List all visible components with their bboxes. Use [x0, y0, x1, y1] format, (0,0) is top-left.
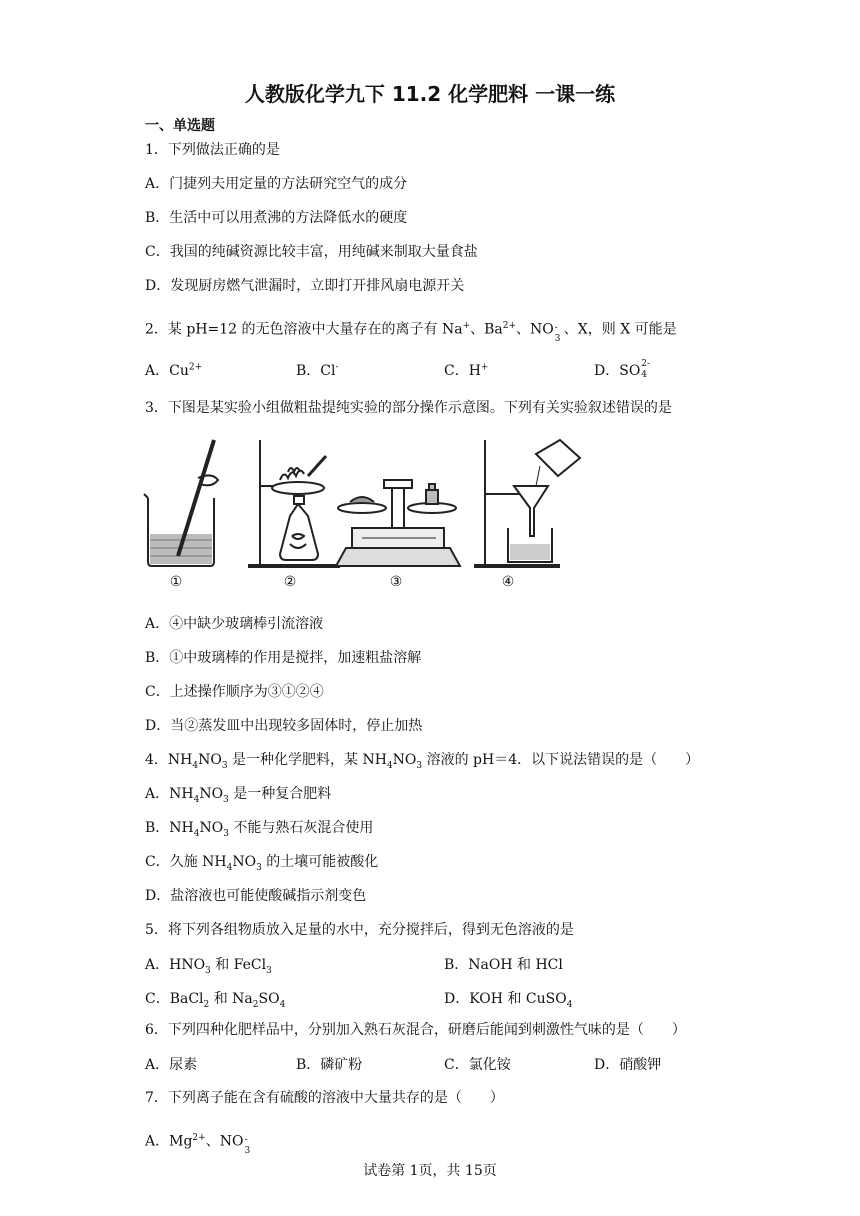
q6-option-b: B．磷矿粉: [296, 1057, 363, 1073]
q6-stem: 6．下列四种化肥样品中，分别加入熟石灰混合，研磨后能闻到刺激性气味的是（ ）: [145, 1022, 686, 1038]
q2-option-c: C．H+: [444, 362, 489, 379]
q6-option-d: D．硝酸钾: [594, 1057, 662, 1073]
q2-option-a: A．$Cu^{2+}$: [145, 362, 203, 379]
q1-option-c: C．我国的纯碱资源比较丰富，用纯碱来制取大量食盐: [145, 244, 478, 260]
fig-label-2: ②: [283, 574, 297, 590]
q5-option-c: C．BaCl$_2$ 和 $Na_2SO_4$: [145, 991, 286, 1010]
fig-label-4: ④: [501, 574, 515, 590]
fig-label-3: ③: [389, 574, 403, 590]
balance-scale-icon: [336, 480, 460, 566]
q3-option-c: C．上述操作顺序为③①②④: [145, 684, 324, 700]
q6-option-a: A．尿素: [145, 1057, 198, 1073]
page-footer: 试卷第 1页，共 15页: [363, 1163, 497, 1179]
q4-option-c: C．久施 $NH_4NO_3$ 的土壤可能被酸化: [145, 854, 379, 873]
q5-option-d: D．KOH 和 CuSO$_4$: [444, 991, 573, 1010]
q7-option-a: A．$Mg^{2+}$、NO - 3: [145, 1133, 251, 1156]
q3-stem: 3．下图是某实验小组做粗盐提纯实验的部分操作示意图。下列有关实验叙述错误的是: [145, 400, 672, 416]
q5-option-a: A．$HNO_3$ 和 FeCl$_3$: [145, 957, 272, 976]
beaker-stirring-icon: [144, 440, 218, 566]
q3-option-d: D．当②蒸发皿中出现较多固体时，停止加热: [145, 718, 423, 734]
q1-option-a: A．门捷列夫用定量的方法研究空气的成分: [145, 176, 408, 192]
q4-option-d: D．盐溶液也可能使酸碱指示剂变色: [145, 888, 367, 904]
filtration-setup-icon: [474, 440, 580, 566]
q6-option-c: C．氯化铵: [444, 1057, 511, 1073]
crude-salt-experiment-figure: [140, 436, 590, 596]
q3-option-a: A．④中缺少玻璃棒引流溶液: [145, 616, 324, 632]
q7-stem: 7．下列离子能在含有硫酸的溶液中大量共存的是（ ）: [145, 1090, 504, 1106]
page-title: 人教版化学九下 11.2 化学肥料 一课一练: [244, 82, 616, 106]
q5-option-b: B．NaOH 和 HCl: [444, 957, 563, 973]
q2-option-d: D．SO 2- 4: [594, 359, 651, 380]
q2-option-b: B．Cl-: [296, 362, 339, 379]
q1-stem: 1．下列做法正确的是: [145, 142, 280, 158]
q4-stem: 4．$NH_4NO_3$ 是一种化学肥料，某 $NH_4NO_3$ 溶液的 pH＝4．以下说法错误的是（ ）: [145, 752, 700, 771]
section-heading: 一、单选题: [145, 118, 215, 134]
q5-stem: 5．将下列各组物质放入足量的水中，充分搅拌后，得到无色溶液的是: [145, 922, 574, 938]
q4-option-b: B．$NH_4NO_3$ 不能与熟石灰混合使用: [145, 820, 374, 839]
fig-label-1: ①: [169, 574, 183, 590]
q4-option-a: A．$NH_4NO_3$ 是一种复合肥料: [145, 786, 332, 805]
q1-option-b: B．生活中可以用煮沸的方法降低水的硬度: [145, 210, 408, 226]
q2-stem: 2．某 pH=12 的无色溶液中大量存在的离子有 Na+、$Ba^{2+}$、NO - 3 、X，则 X 可能是: [145, 321, 677, 344]
evaporating-dish-lamp-icon: [248, 440, 340, 566]
q1-option-d: D．发现厨房燃气泄漏时，立即打开排风扇电源开关: [145, 278, 465, 294]
q3-option-b: B．①中玻璃棒的作用是搅拌，加速粗盐溶解: [145, 650, 422, 666]
